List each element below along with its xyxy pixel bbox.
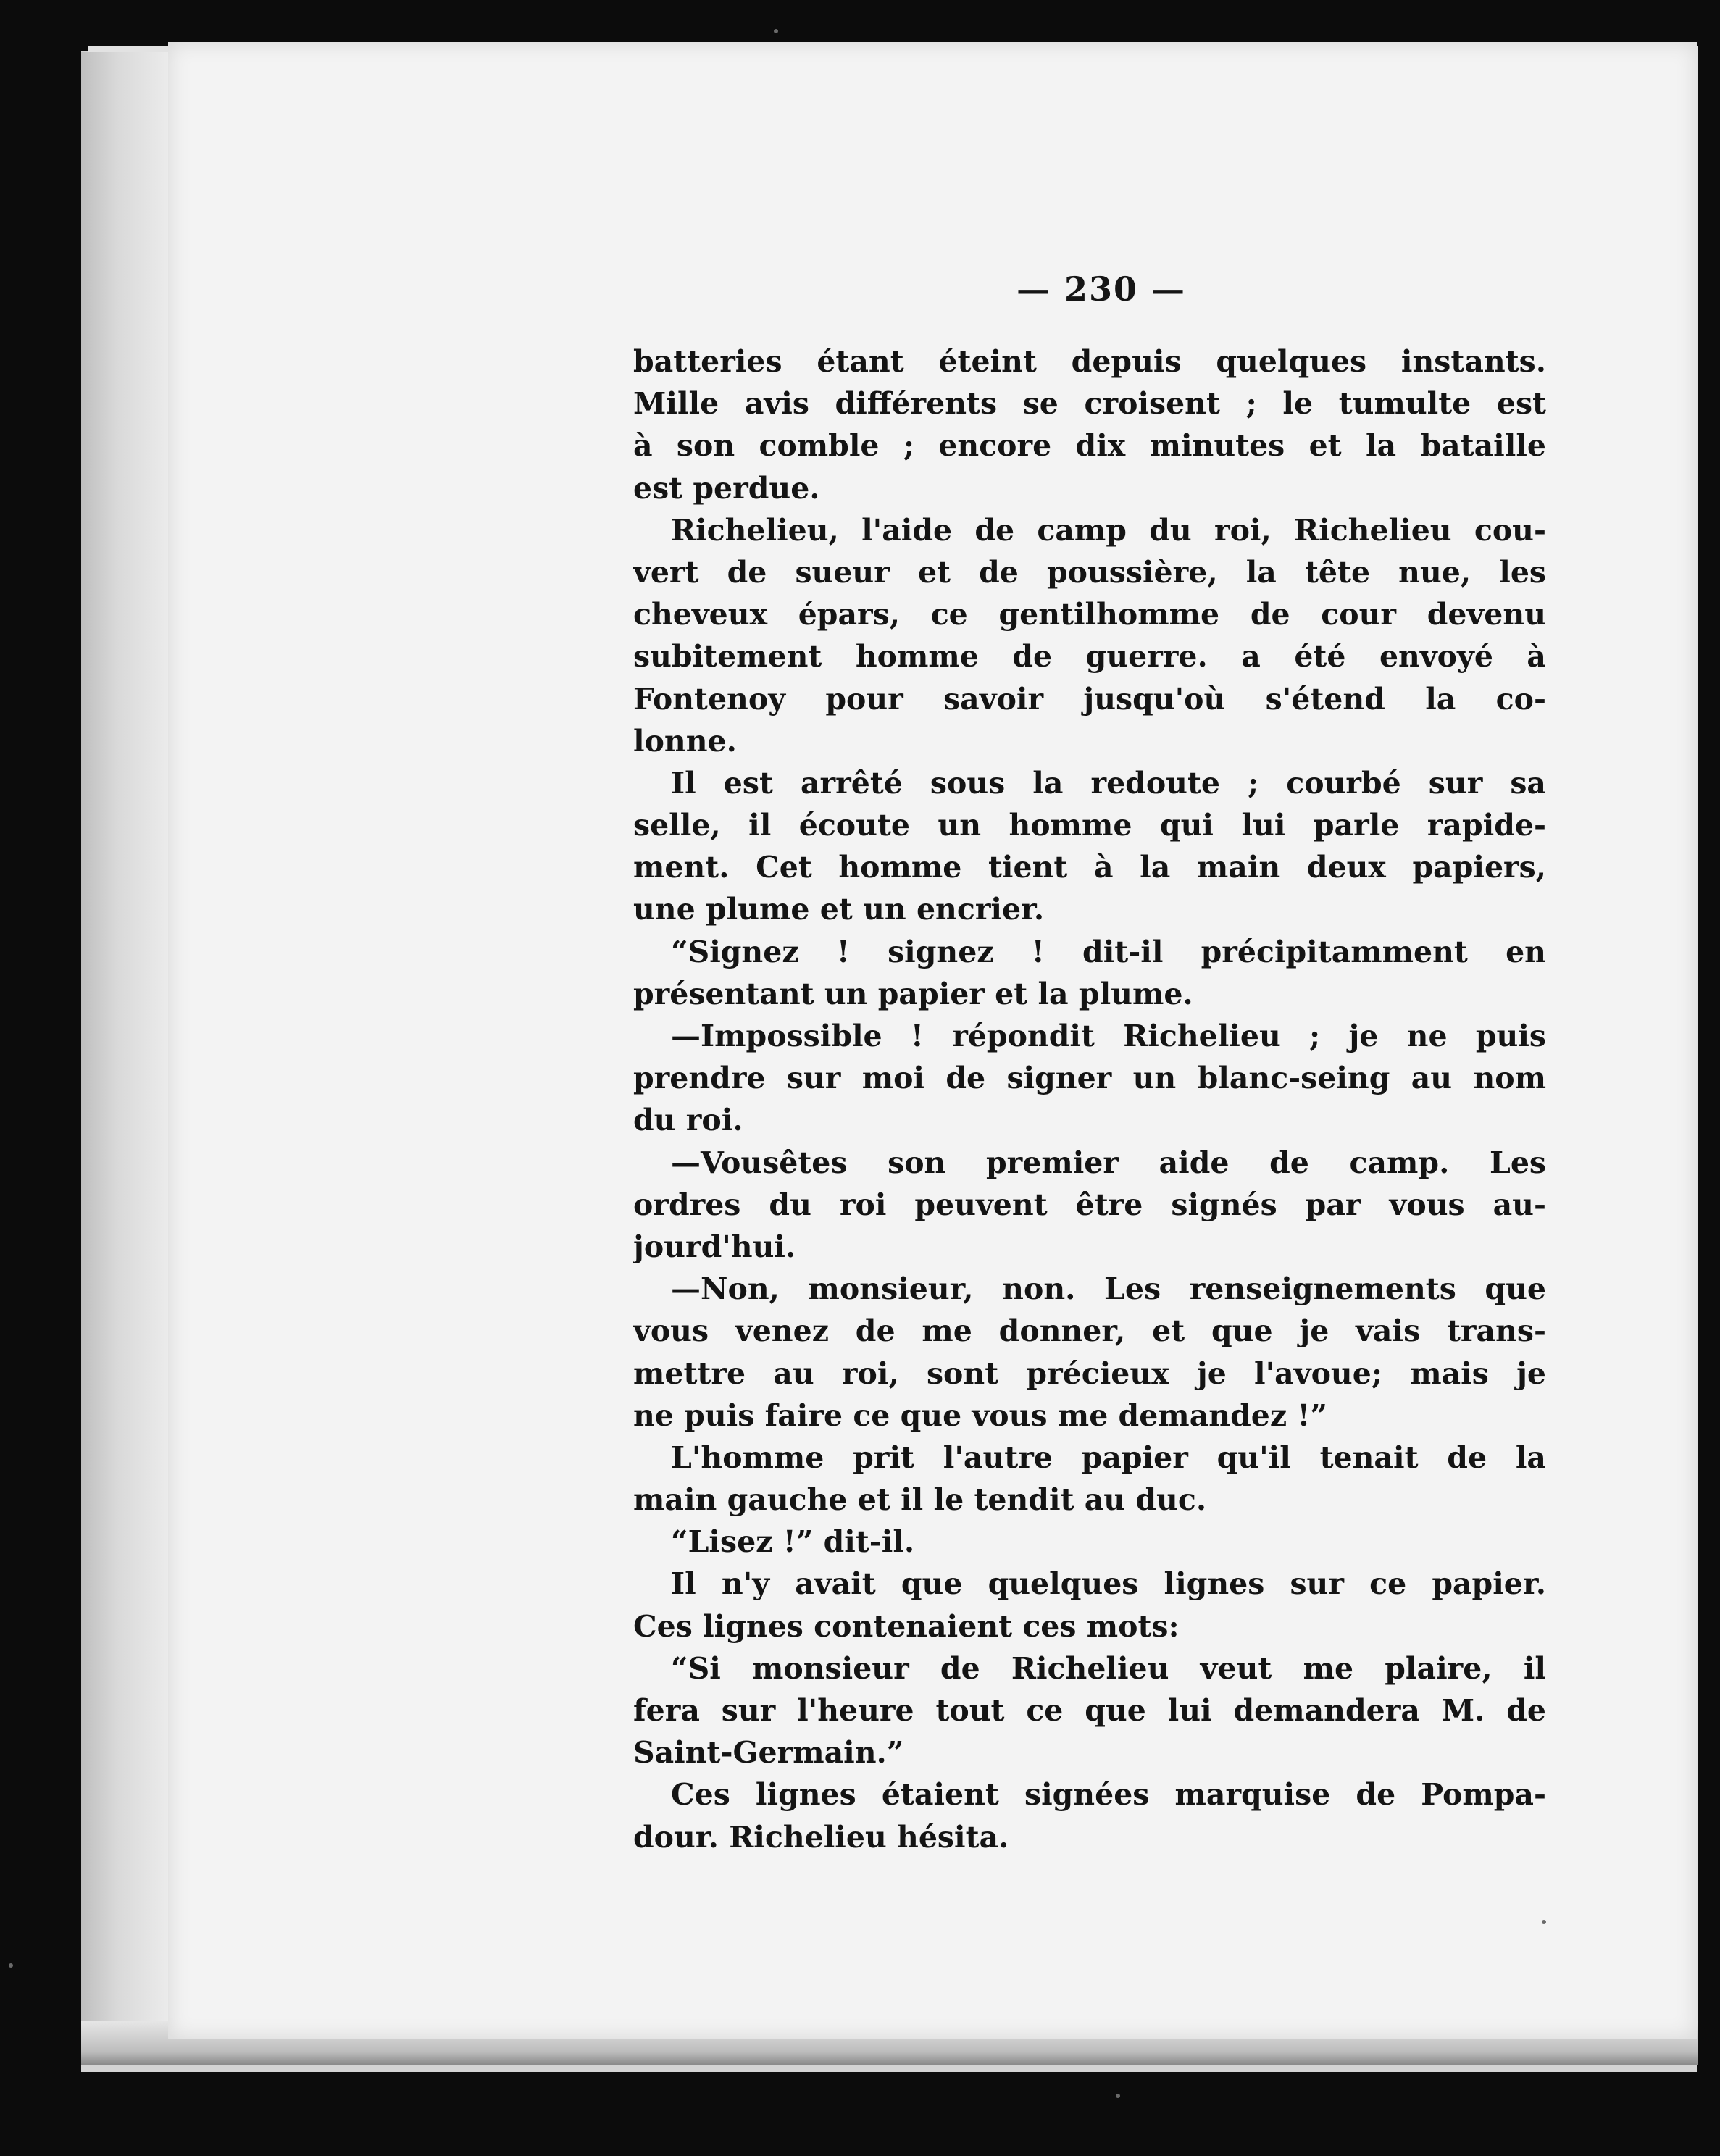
text-line: “Lisez !” dit-il.	[671, 1524, 915, 1560]
text-line: L'homme prit l'autre papier qu'il tenait de la	[671, 1440, 1546, 1475]
text-line: du roi.	[633, 1103, 743, 1138]
dust-speck	[1542, 1920, 1546, 1924]
text-line: prendre sur moi de signer un blanc-seing au nom	[633, 1061, 1546, 1096]
text-line: “Si monsieur de Richelieu veut me plaire, il	[671, 1650, 1546, 1686]
text-line: mettre au roi, sont précieux je l'avoue; mais je	[633, 1355, 1546, 1391]
text-line: selle, il écoute un homme qui lui parle rapide-	[633, 808, 1546, 843]
body-text	[633, 340, 1546, 1858]
dust-speck	[1116, 2094, 1120, 2098]
text-line: —Impossible ! répondit Richelieu ; je ne puis	[671, 1019, 1546, 1053]
text-line: Ces lignes étaient signées marquise de Pompa-	[671, 1777, 1546, 1813]
dust-speck	[9, 1963, 13, 1968]
text-line: est perdue.	[633, 470, 820, 506]
text-line: vert de sueur et de poussière, la tête nue, les	[633, 554, 1546, 590]
text-line: ne puis faire ce que vous me demandez !”	[633, 1397, 1327, 1433]
text-line: Fontenoy pour savoir jusqu'où s'étend la co-	[633, 681, 1546, 716]
text-line: —Non, monsieur, non. Les renseignements que	[671, 1271, 1546, 1307]
text-line: ordres du roi peuvent être signés par vous au-	[633, 1187, 1546, 1222]
page-number: — 230 —	[1016, 270, 1187, 309]
text-line: Saint-Germain.”	[633, 1735, 904, 1771]
text-line: ment. Cet homme tient à la main deux papiers,	[633, 850, 1546, 885]
text-line: lonne.	[633, 723, 737, 759]
text-line: Il n'y avait que quelques lignes sur ce papier.	[671, 1566, 1546, 1602]
text-line: batteries étant éteint depuis quelques instants.	[633, 344, 1546, 379]
text-line: Richelieu, l'aide de camp du roi, Richelieu cou-	[671, 512, 1546, 548]
text-line: vous venez de me donner, et que je vais trans-	[633, 1313, 1546, 1349]
text-line: Il est arrêté sous la redoute ; courbé sur sa	[671, 765, 1546, 801]
text-line: présentant un papier et la plume.	[633, 976, 1193, 1011]
text-line: fera sur l'heure tout ce que lui demandera M. de	[633, 1693, 1546, 1728]
text-line: Mille avis différents se croisent ; le tumulte est	[633, 386, 1546, 422]
text-line: cheveux épars, ce gentilhomme de cour devenu	[633, 597, 1546, 632]
text-line: dour. Richelieu hésita.	[633, 1819, 1009, 1855]
text-line: à son comble ; encore dix minutes et la bataille	[633, 428, 1546, 464]
text-line: main gauche et il le tendit au duc.	[633, 1482, 1207, 1518]
binding-shadow	[81, 52, 171, 2023]
text-line: —Vousêtes son premier aide de camp. Les	[671, 1145, 1546, 1180]
text-line: subitement homme de guerre. a été envoyé à	[633, 639, 1546, 674]
dust-speck	[774, 29, 778, 33]
text-line: Ces lignes contenaient ces mots:	[633, 1608, 1180, 1644]
text-line: une plume et un encrier.	[633, 892, 1045, 927]
text-line: “Signez ! signez ! dit-il précipitamment en	[671, 934, 1546, 969]
text-line: jourd'hui.	[633, 1229, 796, 1264]
